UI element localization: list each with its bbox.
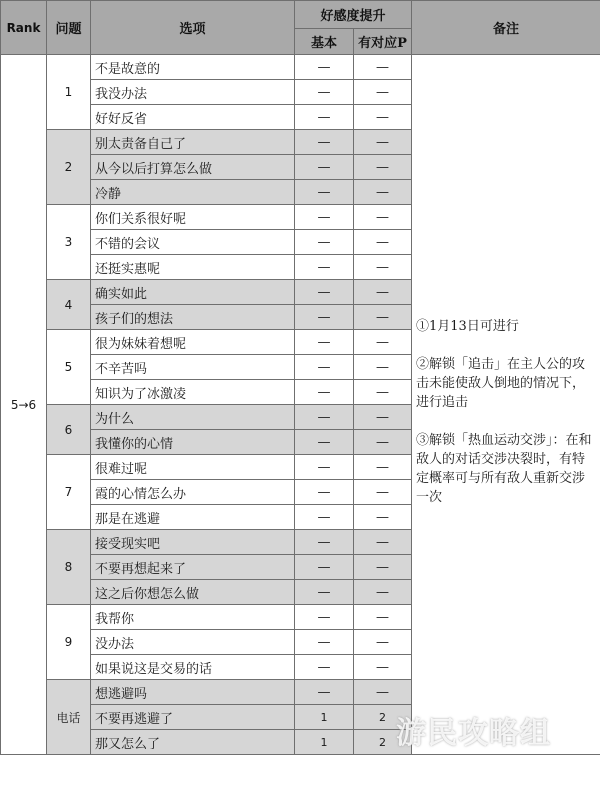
option-text: 很为妹妹着想呢	[91, 330, 295, 355]
option-text: 不是故意的	[91, 55, 295, 80]
rank-value: 5→6	[1, 55, 47, 755]
basic-value: —	[295, 155, 354, 180]
basic-value: 1	[295, 730, 354, 755]
basic-value: —	[295, 255, 354, 280]
with-persona-value: —	[354, 155, 412, 180]
with-persona-value: —	[354, 280, 412, 305]
with-persona-value: —	[354, 580, 412, 605]
question-number: 4	[47, 280, 91, 330]
basic-value: —	[295, 455, 354, 480]
basic-value: —	[295, 505, 354, 530]
question-number: 7	[47, 455, 91, 530]
question-number: 1	[47, 55, 91, 130]
basic-value: 1	[295, 705, 354, 730]
with-persona-value: —	[354, 230, 412, 255]
option-text: 想逃避吗	[91, 680, 295, 705]
with-persona-value: —	[354, 205, 412, 230]
basic-value: —	[295, 330, 354, 355]
header-with-persona: 有对应P	[354, 29, 412, 55]
option-text: 我懂你的心情	[91, 430, 295, 455]
header-rank: Rank	[1, 1, 47, 55]
basic-value: —	[295, 280, 354, 305]
with-persona-value: —	[354, 405, 412, 430]
with-persona-value: —	[354, 355, 412, 380]
with-persona-value: —	[354, 480, 412, 505]
with-persona-value: —	[354, 655, 412, 680]
option-text: 你们关系很好呢	[91, 205, 295, 230]
with-persona-value: —	[354, 605, 412, 630]
with-persona-value: —	[354, 505, 412, 530]
basic-value: —	[295, 655, 354, 680]
option-text: 那是在逃避	[91, 505, 295, 530]
notes-cell	[412, 55, 600, 755]
header-question: 问题	[47, 1, 91, 55]
with-persona-value: —	[354, 80, 412, 105]
with-persona-value: —	[354, 680, 412, 705]
question-number: 2	[47, 130, 91, 205]
question-number: 9	[47, 605, 91, 680]
option-text: 别太责备自己了	[91, 130, 295, 155]
question-phone: 电话	[47, 680, 91, 755]
with-persona-value: —	[354, 255, 412, 280]
option-text: 如果说这是交易的话	[91, 655, 295, 680]
note-1: ①1月13日可进行	[416, 319, 519, 334]
basic-value: —	[295, 605, 354, 630]
option-text: 从今以后打算怎么做	[91, 155, 295, 180]
option-text: 不要再想起来了	[91, 555, 295, 580]
watermark-logo: 游民攻略组	[396, 716, 551, 751]
option-text: 不辛苦吗	[91, 355, 295, 380]
basic-value: —	[295, 80, 354, 105]
basic-value: —	[295, 205, 354, 230]
with-persona-value: —	[354, 105, 412, 130]
option-text: 我帮你	[91, 605, 295, 630]
with-persona-value: —	[354, 380, 412, 405]
basic-value: —	[295, 680, 354, 705]
question-number: 8	[47, 530, 91, 605]
with-persona-value: 2	[354, 730, 412, 755]
option-text: 冷静	[91, 180, 295, 205]
note-2: ②解锁「追击」在主人公的攻击未能使敌人倒地的情况下，进行追击	[416, 357, 586, 410]
option-text: 好好反省	[91, 105, 295, 130]
option-text: 孩子们的想法	[91, 305, 295, 330]
basic-value: —	[295, 180, 354, 205]
note-3: ③解锁「热血运动交涉」：在和敌人的对话交涉决裂时，有特定概率可与所有敌人重新交涉一次	[416, 433, 592, 505]
with-persona-value: —	[354, 180, 412, 205]
basic-value: —	[295, 305, 354, 330]
basic-value: —	[295, 430, 354, 455]
option-text: 还挺实惠呢	[91, 255, 295, 280]
option-text: 这之后你想怎么做	[91, 580, 295, 605]
option-text: 不要再逃避了	[91, 705, 295, 730]
with-persona-value: —	[354, 630, 412, 655]
basic-value: —	[295, 480, 354, 505]
with-persona-value: —	[354, 130, 412, 155]
question-number: 6	[47, 405, 91, 455]
option-text: 为什么	[91, 405, 295, 430]
question-number: 5	[47, 330, 91, 405]
with-persona-value: —	[354, 530, 412, 555]
basic-value: —	[295, 230, 354, 255]
header-basic: 基本	[295, 29, 354, 55]
basic-value: —	[295, 380, 354, 405]
with-persona-value: —	[354, 430, 412, 455]
with-persona-value: —	[354, 305, 412, 330]
basic-value: —	[295, 105, 354, 130]
header-options: 选项	[91, 1, 295, 55]
question-number: 3	[47, 205, 91, 280]
with-persona-value: —	[354, 330, 412, 355]
basic-value: —	[295, 130, 354, 155]
with-persona-value: —	[354, 455, 412, 480]
option-text: 我没办法	[91, 80, 295, 105]
header-notes: 备注	[412, 1, 600, 55]
option-text: 知识为了冰激凌	[91, 380, 295, 405]
option-text: 很难过呢	[91, 455, 295, 480]
basic-value: —	[295, 580, 354, 605]
option-text: 没办法	[91, 630, 295, 655]
with-persona-value: 2	[354, 705, 412, 730]
option-text: 那又怎么了	[91, 730, 295, 755]
option-text: 霞的心情怎么办	[91, 480, 295, 505]
option-text: 确实如此	[91, 280, 295, 305]
basic-value: —	[295, 630, 354, 655]
basic-value: —	[295, 55, 354, 80]
basic-value: —	[295, 405, 354, 430]
with-persona-value: —	[354, 55, 412, 80]
basic-value: —	[295, 530, 354, 555]
basic-value: —	[295, 355, 354, 380]
basic-value: —	[295, 555, 354, 580]
header-affinity: 好感度提升	[295, 1, 412, 29]
with-persona-value: —	[354, 555, 412, 580]
option-text: 接受现实吧	[91, 530, 295, 555]
option-text: 不错的会议	[91, 230, 295, 255]
